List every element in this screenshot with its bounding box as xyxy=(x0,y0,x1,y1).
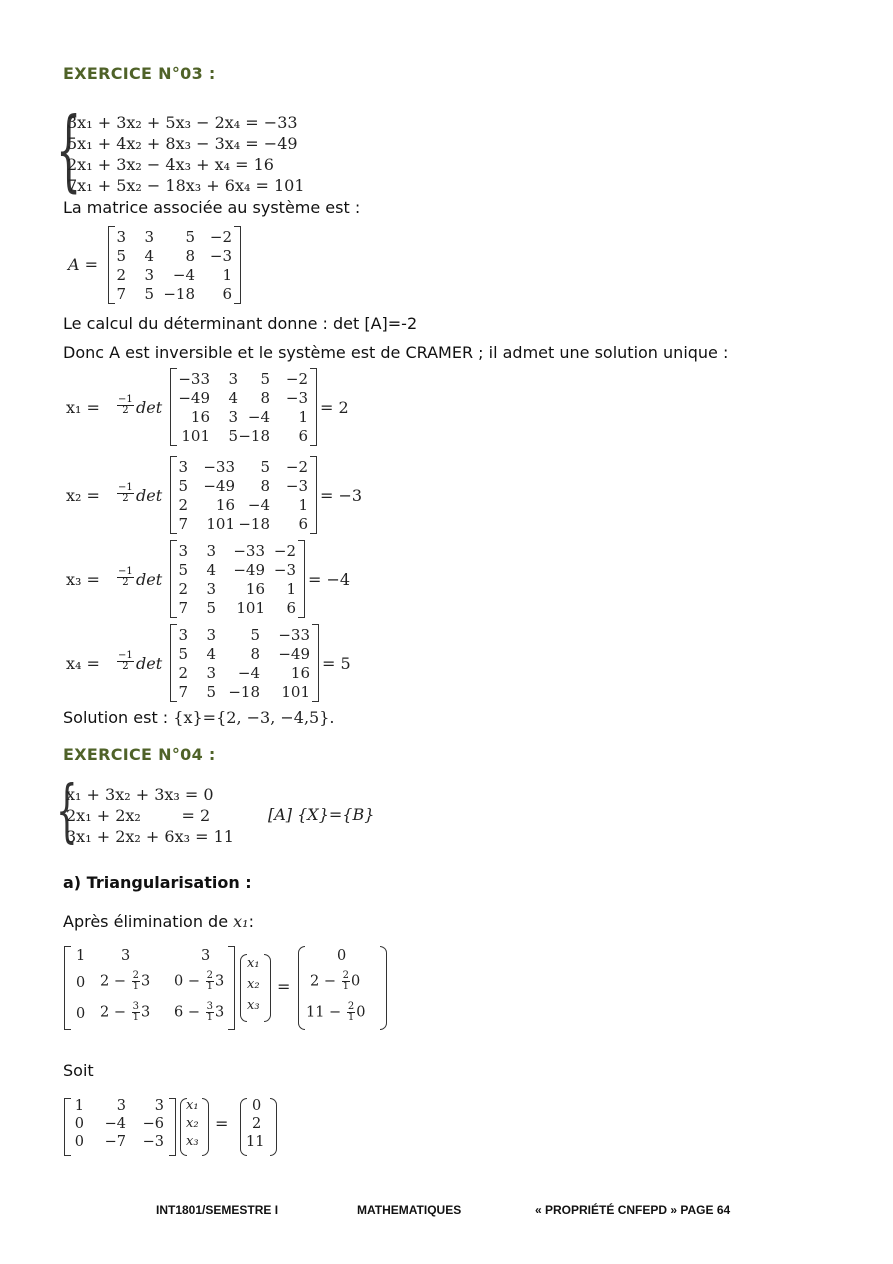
matrix-right-bracket xyxy=(169,1098,176,1156)
matrix-right-bracket xyxy=(312,624,319,702)
matrix-right-bracket xyxy=(234,226,241,304)
matrix-cell: −4 xyxy=(247,408,270,426)
solution-value: {x}={2, −3, −4,5}. xyxy=(173,708,335,727)
vector-entry: x₃ xyxy=(247,998,260,1013)
matrix-cell: −3 xyxy=(285,477,308,495)
det-operator: det xyxy=(136,570,163,589)
cramer-result: = −4 xyxy=(308,570,351,589)
matrix-cell: 0 xyxy=(74,1116,84,1132)
matrix-cell: 101 xyxy=(281,683,310,701)
footer-course-code: INT1801/SEMESTRE I xyxy=(156,1203,279,1217)
variable-label: x₂ = xyxy=(66,486,100,505)
elimination-prefix: Après élimination de xyxy=(63,912,229,931)
determinant-matrix xyxy=(170,456,330,536)
matrix-right-bracket xyxy=(310,456,317,534)
matrix-cell: 5 xyxy=(206,683,216,701)
det-operator: det xyxy=(136,486,163,505)
elimination-equation xyxy=(64,944,394,1032)
elimination-variable: x₁ xyxy=(233,912,249,931)
exercise-3-title: EXERCICE N°03 : xyxy=(63,64,216,83)
matrix-left-bracket xyxy=(64,946,71,1030)
equation-line: 3x₁ + 3x₂ + 5x₃ − 2x₄ = −33 xyxy=(67,113,298,132)
unknown-vector xyxy=(180,1098,212,1156)
soit-label: Soit xyxy=(63,1061,94,1080)
vector-entry: 0 xyxy=(337,948,347,964)
matrix-right-bracket xyxy=(310,368,317,446)
matrix-cell: 5 xyxy=(178,477,188,495)
vector-right-brace xyxy=(380,946,387,1030)
matrix-cell: 2 − $\frac{2}{1}$ 3 xyxy=(100,970,151,992)
matrix-cell: −49 xyxy=(178,389,210,407)
matrix-cell: −3 xyxy=(209,247,232,265)
triangular-equation xyxy=(64,1096,294,1158)
det-operator: det xyxy=(136,654,163,673)
matrix-cell: 16 xyxy=(215,496,235,514)
matrix-cell: −18 xyxy=(238,515,270,533)
matrix-cell: −4 xyxy=(247,496,270,514)
matrix-cell: 1 xyxy=(298,496,308,514)
vector-entry: 11 xyxy=(246,1134,265,1150)
matrix-cell: −49 xyxy=(278,645,310,663)
vector-entry: x₃ xyxy=(186,1134,199,1149)
cramer-result: = −3 xyxy=(320,486,363,505)
matrix-cell: −33 xyxy=(278,626,310,644)
fraction: $\frac{-1}{2}$ xyxy=(118,566,133,588)
solution-prefix: Solution est : xyxy=(63,708,169,727)
matrix-intro: La matrice associée au système est : xyxy=(63,198,361,217)
matrix-cell: −33 xyxy=(203,458,235,476)
matrix-cell: 5 xyxy=(250,626,260,644)
matrix-cell: 7 xyxy=(178,515,188,533)
matrix-cell: −2 xyxy=(209,228,232,246)
matrix-a xyxy=(108,226,244,306)
matrix-cell: 7 xyxy=(116,285,126,303)
elimination-line xyxy=(63,912,254,931)
matrix-cell: 1 xyxy=(298,408,308,426)
matrix-cell: 3 xyxy=(178,542,188,560)
left-brace: { xyxy=(56,772,78,851)
matrix-cell: 1 xyxy=(222,266,232,284)
matrix-cell: −2 xyxy=(285,370,308,388)
matrix-cell: −4 xyxy=(237,664,260,682)
matrix-cell: 6 − $\frac{3}{1}$ 3 xyxy=(174,1001,225,1023)
matrix-cell: 3 xyxy=(144,228,154,246)
system-matrix-form: [A] {X}={B} xyxy=(268,805,375,824)
determinant-text: Le calcul du déterminant donne : det [A]=-2 xyxy=(63,314,418,333)
equation-line: x₁ + 3x₂ + 3x₃ = 0 xyxy=(66,785,214,804)
equals-sign: = xyxy=(277,977,291,996)
vector-entry: 0 xyxy=(252,1098,262,1114)
matrix-cell: 0 − $\frac{2}{1}$ 3 xyxy=(174,970,225,992)
matrix-cell: 101 xyxy=(236,599,265,617)
matrix-cell: 2 xyxy=(116,266,126,284)
footer-subject: MATHEMATIQUES xyxy=(357,1203,462,1217)
matrix-cell: 8 xyxy=(260,477,270,495)
triangularisation-subtitle: a) Triangularisation : xyxy=(63,873,252,892)
vector-entry: x₁ xyxy=(186,1098,199,1113)
vector-right-brace xyxy=(264,954,271,1022)
matrix-cell: 3 xyxy=(144,266,154,284)
vector-right-brace xyxy=(270,1098,277,1156)
cramer-conclusion: Donc A est inversible et le système est de CRAMER ; il admet une solution unique : xyxy=(63,343,729,362)
cramer-result: = 5 xyxy=(322,654,351,673)
matrix-cell: 3 xyxy=(206,664,216,682)
vector-entry: x₂ xyxy=(186,1116,199,1131)
matrix-cell: 16 xyxy=(190,408,210,426)
matrix-cell: 101 xyxy=(206,515,235,533)
matrix-cell: 1 xyxy=(76,948,86,964)
matrix-cell: 6 xyxy=(298,515,308,533)
cramer-block-x4 xyxy=(66,624,386,704)
matrix-cell: 4 xyxy=(228,389,238,407)
matrix-cell: 5 xyxy=(144,285,154,303)
matrix-cell: −4 xyxy=(172,266,195,284)
equation-line: 3x₁ + 2x₂ + 6x₃ = 11 xyxy=(66,827,234,846)
matrix-cell: 3 xyxy=(116,1098,126,1114)
cramer-block-x2 xyxy=(66,456,386,536)
matrix-cell: 3 xyxy=(178,458,188,476)
cramer-block-x1 xyxy=(66,368,386,448)
matrix-right-bracket xyxy=(298,540,305,618)
matrix-cell: 5 xyxy=(260,458,270,476)
matrix-cell: −3 xyxy=(273,561,296,579)
matrix-cell: 1 xyxy=(74,1098,84,1114)
solution-line xyxy=(63,708,335,727)
matrix-cell: 3 xyxy=(206,580,216,598)
matrix-right-bracket xyxy=(228,946,235,1030)
vector-entry: x₁ xyxy=(247,956,260,971)
vector-entry: 2 − $\frac{2}{1}$ 0 xyxy=(310,970,361,992)
elimination-suffix: : xyxy=(248,912,254,931)
matrix-cell: −2 xyxy=(285,458,308,476)
matrix-cell: 6 xyxy=(298,427,308,445)
fraction: $\frac{-1}{2}$ xyxy=(118,394,133,416)
equation-line: 5x₁ + 4x₂ + 8x₃ − 3x₄ = −49 xyxy=(67,134,298,153)
fraction: $\frac{-1}{2}$ xyxy=(118,482,133,504)
matrix-cell: −18 xyxy=(238,427,270,445)
unknown-vector xyxy=(240,954,274,1024)
left-brace: { xyxy=(56,98,82,201)
matrix-cell: 1 xyxy=(286,580,296,598)
matrix-cell: −49 xyxy=(203,477,235,495)
matrix-cell: 5 xyxy=(178,561,188,579)
matrix-cell: −18 xyxy=(228,683,260,701)
matrix-cell: 3 xyxy=(116,228,126,246)
matrix-cell: 5 xyxy=(185,228,195,246)
matrix-cell: 3 xyxy=(206,626,216,644)
matrix-cell: 5 xyxy=(206,599,216,617)
matrix-cell: 0 xyxy=(76,975,86,991)
matrix-cell: 16 xyxy=(245,580,265,598)
matrix-cell: 3 xyxy=(228,408,238,426)
matrix-cell: 0 xyxy=(74,1134,84,1150)
vector-right-brace xyxy=(202,1098,209,1156)
matrix-cell: 8 xyxy=(260,389,270,407)
cramer-block-x3 xyxy=(66,540,386,620)
matrix-cell: 2 xyxy=(178,580,188,598)
matrix-cell: −18 xyxy=(163,285,195,303)
matrix-cell: −7 xyxy=(104,1134,126,1150)
matrix-cell: 7 xyxy=(178,683,188,701)
matrix-cell: 101 xyxy=(181,427,210,445)
matrix-cell: −4 xyxy=(104,1116,126,1132)
variable-label: x₄ = xyxy=(66,654,100,673)
matrix-cell: 6 xyxy=(286,599,296,617)
equation-line: 7x₁ + 5x₂ − 18x₃ + 6x₄ = 101 xyxy=(67,176,305,195)
matrix-cell: 8 xyxy=(250,645,260,663)
matrix-cell: −6 xyxy=(142,1116,164,1132)
vector-entry: 2 xyxy=(252,1116,262,1132)
det-operator: det xyxy=(136,398,163,417)
matrix-cell: 3 xyxy=(206,542,216,560)
vector-entry: 11 − $\frac{2}{1}$ 0 xyxy=(306,1001,366,1023)
matrix-cell: 3 xyxy=(201,948,211,964)
matrix-cell: 5 xyxy=(116,247,126,265)
rhs-vector xyxy=(298,946,390,1030)
rhs-vector xyxy=(240,1098,280,1156)
vector-left-brace xyxy=(298,946,305,1030)
matrix-cell: 5 xyxy=(260,370,270,388)
matrix-cell: 4 xyxy=(206,561,216,579)
matrix-cell: 3 xyxy=(178,626,188,644)
matrix-cell: 3 xyxy=(121,948,131,964)
matrix-cell: −33 xyxy=(178,370,210,388)
matrix-cell: 3 xyxy=(228,370,238,388)
determinant-matrix xyxy=(170,368,330,448)
matrix-cell: 8 xyxy=(185,247,195,265)
matrix-cell: −2 xyxy=(273,542,296,560)
matrix-cell: −3 xyxy=(142,1134,164,1150)
matrix-cell: 4 xyxy=(206,645,216,663)
equals-sign: = xyxy=(215,1114,229,1133)
matrix-cell: 7 xyxy=(178,599,188,617)
system-3 xyxy=(56,98,376,201)
determinant-matrix xyxy=(170,624,330,704)
matrix-a-label: A = xyxy=(68,255,99,274)
vector-left-brace xyxy=(240,954,247,1022)
variable-label: x₃ = xyxy=(66,570,100,589)
matrix-cell: −49 xyxy=(233,561,265,579)
matrix-cell: 16 xyxy=(290,664,310,682)
matrix-cell: −33 xyxy=(233,542,265,560)
matrix-cell: 5 xyxy=(228,427,238,445)
cramer-result: = 2 xyxy=(320,398,349,417)
matrix-cell: 3 xyxy=(154,1098,164,1114)
equation-line: 2x₁ + 2x₂ = 2 xyxy=(66,806,211,825)
matrix-cell: 6 xyxy=(222,285,232,303)
determinant-matrix xyxy=(170,540,330,620)
matrix-cell: −3 xyxy=(285,389,308,407)
matrix-cell: 4 xyxy=(144,247,154,265)
matrix-cell: 2 xyxy=(178,496,188,514)
variable-label: x₁ = xyxy=(66,398,100,417)
matrix-cell: 2 xyxy=(178,664,188,682)
fraction: $\frac{-1}{2}$ xyxy=(118,650,133,672)
equation-line: 2x₁ + 3x₂ − 4x₃ + x₄ = 16 xyxy=(67,155,274,174)
footer-page-info: « PROPRIÉTÉ CNFEPD » PAGE 64 xyxy=(535,1203,731,1217)
matrix-cell: 5 xyxy=(178,645,188,663)
matrix-cell: 2 − $\frac{3}{1}$ 3 xyxy=(100,1001,151,1023)
matrix-cell: 0 xyxy=(76,1006,86,1022)
vector-entry: x₂ xyxy=(247,977,260,992)
exercise-4-title: EXERCICE N°04 : xyxy=(63,745,216,764)
